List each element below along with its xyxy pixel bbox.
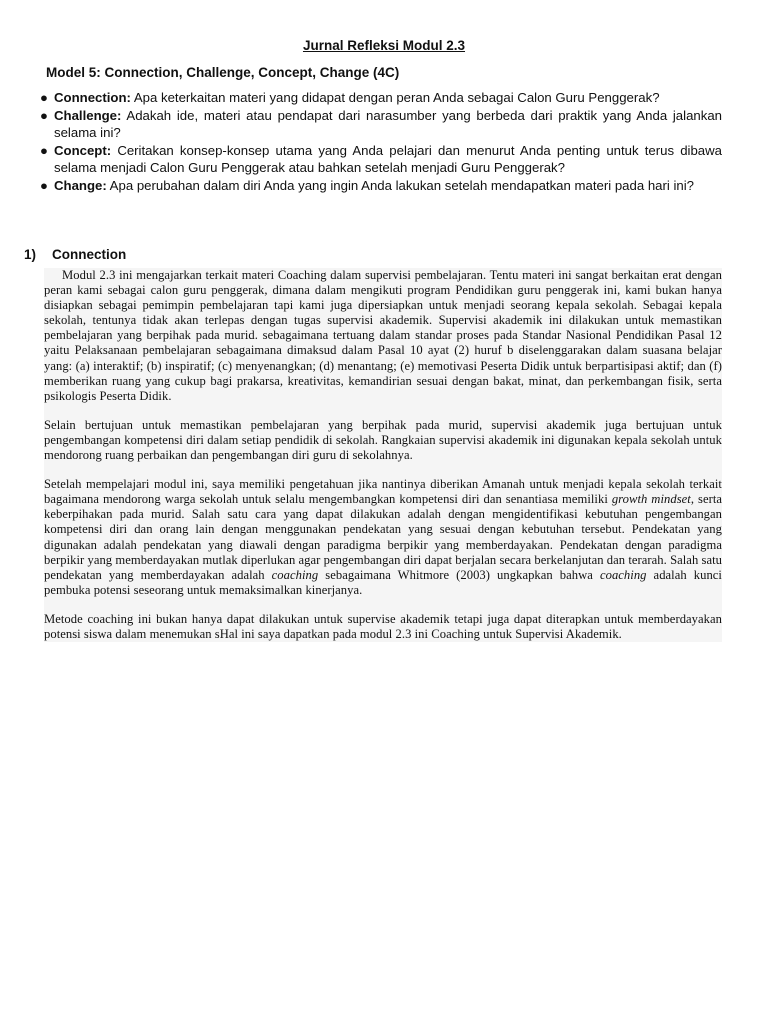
section-heading-connection: [24, 247, 126, 262]
section-title: Connection: [52, 247, 127, 262]
paragraph-4: Metode coaching ini bukan hanya dapat dilakukan untuk supervise akademik tetapi juga dapat diterapkan untuk memberdayakan potensi siswa dalam menemukan sHal ini saya dapatkan pada modul 2.3 ini Coaching untuk Supervisi Akademik.: [44, 611, 722, 641]
list-item-connection: [38, 89, 722, 106]
bullet-label: Challenge:: [54, 108, 122, 123]
emphasis-growth-mindset: growth mindset: [611, 492, 691, 507]
bullet-text: Apa keterkaitan materi yang didapat dengan peran Anda sebagai Calon Guru Penggerak?: [130, 90, 660, 105]
bullet-label: Concept:: [54, 143, 112, 158]
bullet-icon: ●: [40, 143, 48, 158]
list-item-challenge: [38, 107, 722, 141]
bullet-text: Apa perubahan dalam diri Anda yang ingin Anda lakukan setelah mendapatkan materi pada hari ini?: [106, 178, 695, 193]
bullet-icon: ●: [40, 108, 48, 123]
paragraph-3-part-b: , serta keberpihakan pada murid. Salah satu cara yang dapat dilakukan adalah dengan mengidentifikasi kebutuhan pengembangan kompetensi diri dan orang lain dengan menggunakan pendekatan yang sesuai dengan kebutuhan tersebut. Pendekatan yang digunakan adalah pendekatan yang diawali dengan paradigma berpikir yang memberdayakan. Pendekatan dengan paradigma berpikir yang memberdayakan mutlak diperlukan agar pengembangan diri dapat berjalan secara berkelanjutan dan terarah. Salah satu pendekatan yang memberdayakan adalah: [44, 492, 723, 582]
emphasis-coaching: coaching: [271, 567, 319, 582]
bullet-text: Ceritakan konsep-konsep utama yang Anda pelajari dan menurut Anda penting untuk terus dibawa selama menjadi Calon Guru Penggerak atau bahkan setelah menjadi Guru Penggerak?: [54, 143, 722, 175]
paragraph-3-part-a: Setelah mempelajari modul ini, saya memiliki pengetahuan jika nantinya diberikan Amanah untuk menjadi kepala sekolah terkait bagaimana mendorong warga sekolah untuk selalu mengembangkan kompetensi diri dan senantiasa memiliki: [44, 477, 722, 507]
question-list: [38, 89, 722, 195]
list-item-concept: [38, 142, 722, 176]
list-item-change: [38, 177, 722, 194]
section-body: [44, 268, 722, 642]
emphasis-coaching: coaching: [599, 567, 647, 582]
bullet-label: Connection:: [54, 90, 131, 105]
bullet-icon: ●: [40, 90, 48, 105]
paragraph-2: Selain bertujuan untuk memastikan pembelajaran yang berpihak pada murid, supervisi akademik juga bertujuan untuk pengembangan kompetensi diri dalam setiap pendidik di sekolah. Rangkaian supervisi akademik ini digunakan kepala sekolah untuk mendorong ruang perbaikan dan pengembangan diri guru di sekolahnya.: [44, 417, 722, 463]
paragraph-3-part-c: sebagaimana Whitmore (2003) ungkapkan bahwa: [318, 567, 600, 582]
bullet-text: Adakah ide, materi atau pendapat dari narasumber yang berbeda dari praktik yang Anda jalankan selama ini?: [54, 108, 722, 140]
paragraph-3-part-d: adalah kunci pembuka potensi seseorang untuk memaksimalkan kinerjanya.: [44, 567, 722, 597]
paragraph-1: Modul 2.3 ini mengajarkan terkait materi Coaching dalam supervisi pembelajaran. Tentu materi ini sangat berkaitan erat dengan peran kami sebagai calon guru penggerak, dimana dalam mengikuti program Pendidikan guru penggerak ini, kami bukan hanya disiapkan sebagai pemimpin pembelajaran tapi kami juga dipersiapkan untuk menjadi seorang kepala sekolah. Sebagai kepala sekolah, tentunya tidak akan terlepas dengan tugas supervisi akademik. Supervisi akademik ini dilakukan untuk memastikan pembelajaran yang berpihak pada murid. sebagaimana tertuang dalam standar proses pada Standar Nasional Pendidikan Pasal 12 yaitu Pelaksanaan pembelajaran sebagaimana dimaksud dalam Pasal 10 ayat (2) huruf b diselenggarakan dalam suasana belajar yang: (a) interaktif; (b) inspiratif; (c) menyenangkan; (d) menantang; (e) memotivasi Peserta Didik untuk berpartisipasi aktif; dan (f) memberikan ruang yang cukup bagi prakarsa, kreativitas, kemandirian sesuai dengan bakat, minat, dan perkembangan fisik, serta psikologis Peserta Didik.: [44, 268, 722, 403]
bullet-label: Change:: [54, 178, 107, 193]
paragraph-3: [44, 477, 722, 598]
section-number: 1): [24, 247, 37, 262]
model-heading: Model 5: Connection, Challenge, Concept, Change (4C): [46, 65, 400, 80]
bullet-icon: ●: [40, 178, 48, 193]
page-title: Jurnal Refleksi Modul 2.3: [302, 38, 466, 53]
